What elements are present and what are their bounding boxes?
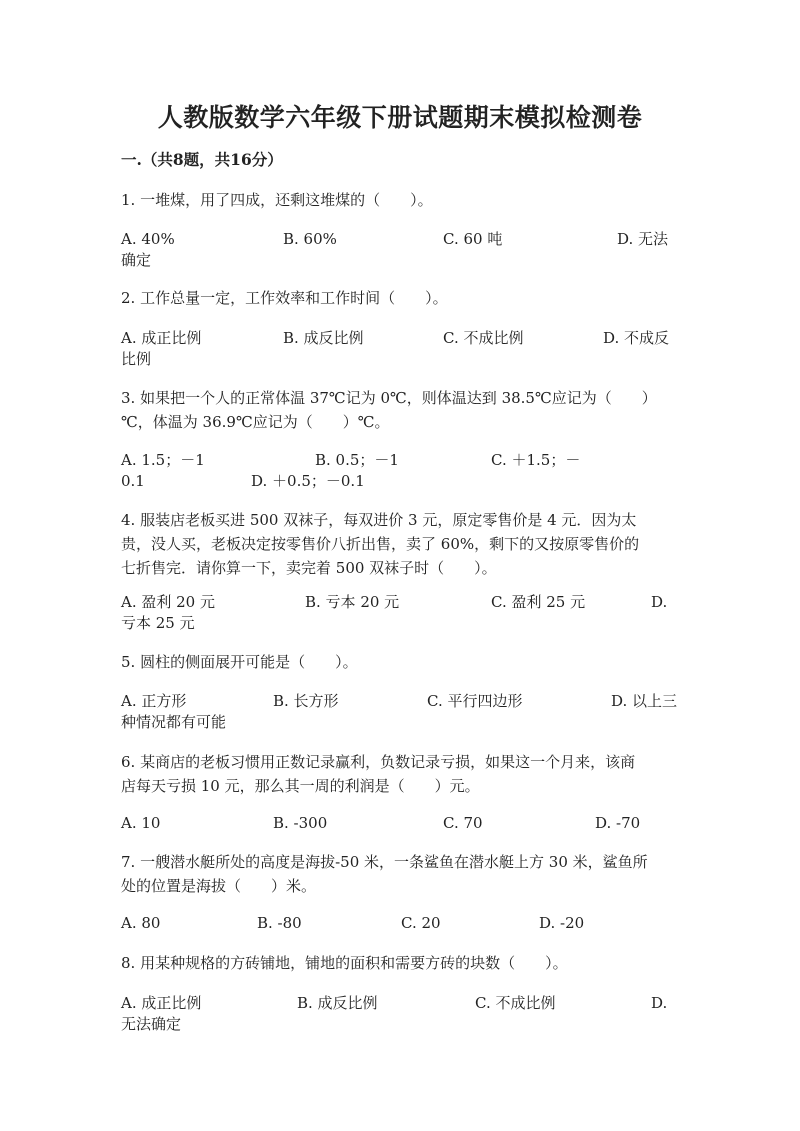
option-wrap: 种情况都有可能: [121, 713, 227, 731]
page-title: 人教版数学六年级下册试题期末模拟检测卷: [157, 103, 643, 132]
question-2: [121, 286, 681, 310]
option-d[interactable]: D. -20: [539, 914, 585, 932]
option-a[interactable]: A. 成正比例: [121, 329, 202, 347]
option-c[interactable]: C. 平行四边形: [427, 692, 523, 710]
question-7: [121, 850, 681, 898]
option-d[interactable]: D.: [651, 994, 668, 1012]
option-d[interactable]: D. 无法: [617, 230, 669, 248]
question-line: 3. 如果把一个人的正常体温 37℃记为 0℃，则体温达到 38.5℃应记为（ ）: [121, 389, 657, 407]
options-8: [121, 993, 681, 1041]
option-a[interactable]: A. 正方形: [121, 692, 187, 710]
options-1: [121, 229, 681, 277]
option-wrap: 比例: [121, 350, 152, 368]
section-heading: 一.（共8题，共16分）: [121, 150, 283, 169]
question-3: [121, 386, 681, 434]
options-4: [121, 592, 681, 640]
question-line: 6. 某商店的老板习惯用正数记录赢利，负数记录亏损，如果这一个月来，该商: [121, 753, 636, 771]
question-line: 处的位置是海拔（ ）米。: [121, 877, 317, 895]
option-b[interactable]: B. 0.5；－1: [315, 451, 399, 469]
option-a[interactable]: A. 40%: [121, 230, 175, 248]
question-line: ℃，体温为 36.9℃应记为（ ）℃。: [121, 413, 390, 431]
question-line: 5. 圆柱的侧面展开可能是（ ）。: [121, 653, 358, 671]
option-c[interactable]: C. 不成比例: [443, 329, 524, 347]
option-b[interactable]: B. 长方形: [273, 692, 339, 710]
question-8: [121, 951, 681, 975]
option-a[interactable]: A. 1.5；－1: [121, 451, 205, 469]
option-a[interactable]: A. 成正比例: [121, 994, 202, 1012]
option-a[interactable]: A. 10: [121, 814, 161, 832]
options-5: [121, 691, 681, 739]
option-b[interactable]: B. 亏本 20 元: [305, 593, 400, 611]
question-5: [121, 650, 681, 674]
option-d[interactable]: D.: [651, 593, 668, 611]
option-wrap: 无法确定: [121, 1015, 182, 1033]
question-1: [121, 188, 681, 212]
option-c[interactable]: C. 60 吨: [443, 230, 503, 248]
question-line: 贵，没人买，老板决定按零售价八折出售，卖了 60%，剩下的又按原零售价的: [121, 535, 640, 553]
question-line: 7. 一艘潜水艇所处的高度是海拔-50 米，一条鲨鱼在潜水艇上方 30 米，鲨鱼所: [121, 853, 648, 871]
option-d[interactable]: D. 不成反: [603, 329, 670, 347]
option-d[interactable]: D. 以上三: [611, 692, 678, 710]
option-a[interactable]: A. 80: [121, 914, 161, 932]
option-b[interactable]: B. 成反比例: [283, 329, 364, 347]
question-line: 1. 一堆煤，用了四成，还剩这堆煤的（ ）。: [121, 191, 433, 209]
option-b[interactable]: B. -80: [257, 914, 302, 932]
option-d[interactable]: D. ＋0.5；－0.1: [251, 472, 365, 490]
option-c[interactable]: C. 20: [401, 914, 441, 932]
option-b[interactable]: B. 成反比例: [297, 994, 378, 1012]
option-a[interactable]: A. 盈利 20 元: [121, 593, 215, 611]
question-4: [121, 508, 681, 580]
options-2: [121, 328, 681, 376]
option-c[interactable]: C. 70: [443, 814, 483, 832]
options-3: [121, 450, 681, 498]
option-b[interactable]: B. 60%: [283, 230, 337, 248]
question-line: 店每天亏损 10 元，那么其一周的利润是（ ）元。: [121, 777, 480, 795]
question-line: 七折售完．请你算一下，卖完着 500 双袜子时（ ）。: [121, 559, 497, 577]
option-wrap: 0.1: [121, 472, 145, 490]
question-line: 4. 服装店老板买进 500 双袜子，每双进价 3 元，原定零售价是 4 元．因为太: [121, 511, 637, 529]
option-d[interactable]: D. -70: [595, 814, 641, 832]
option-c[interactable]: C. 盈利 25 元: [491, 593, 586, 611]
option-wrap: 确定: [121, 251, 152, 269]
question-line: 2. 工作总量一定，工作效率和工作时间（ ）。: [121, 289, 448, 307]
option-wrap: 亏本 25 元: [121, 614, 195, 632]
option-c[interactable]: C. 不成比例: [475, 994, 556, 1012]
question-line: 8. 用某种规格的方砖铺地，铺地的面积和需要方砖的块数（ ）。: [121, 954, 568, 972]
option-c[interactable]: C. ＋1.5；－: [491, 451, 581, 469]
option-b[interactable]: B. -300: [273, 814, 328, 832]
question-6: [121, 750, 681, 798]
